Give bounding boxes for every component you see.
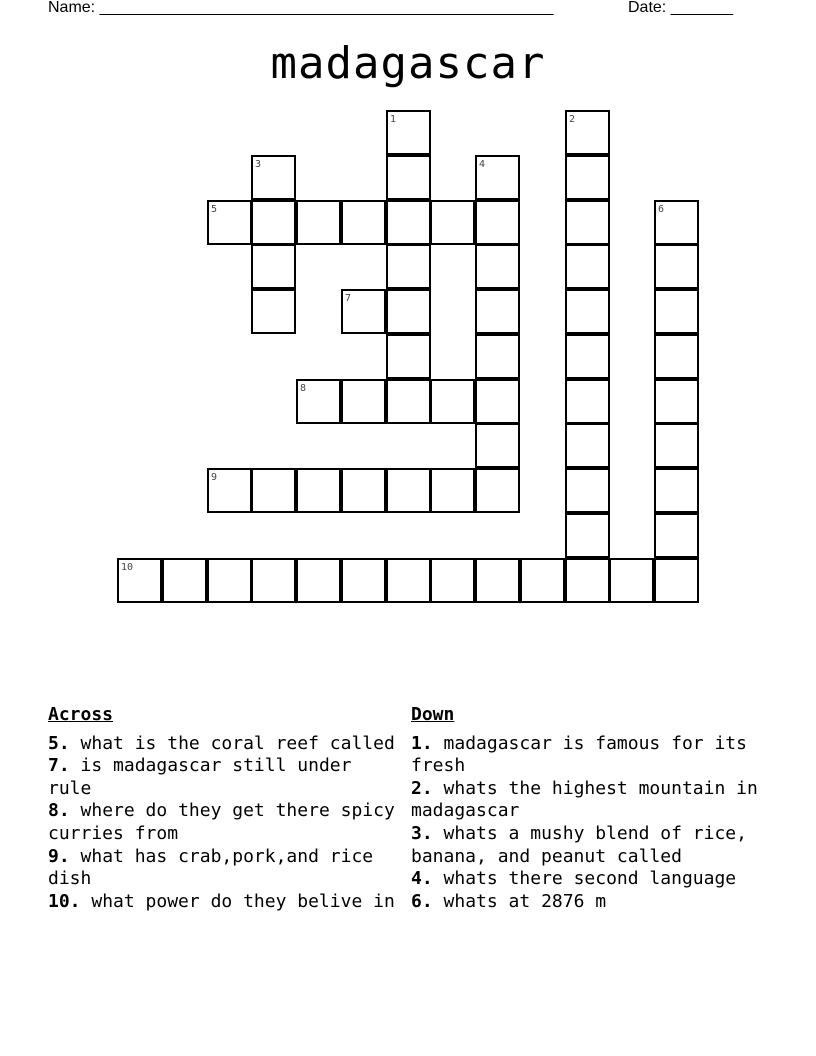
grid-cell[interactable]	[207, 200, 252, 245]
cell-number: 6	[658, 204, 665, 215]
date-label: Date:	[628, 0, 667, 16]
grid-cell[interactable]	[341, 558, 386, 603]
grid-cell[interactable]	[251, 468, 296, 513]
grid-cell[interactable]	[162, 558, 207, 603]
grid-cell[interactable]	[386, 200, 431, 245]
grid-cell[interactable]	[475, 155, 520, 200]
grid-cell[interactable]	[654, 558, 699, 603]
grid-cell[interactable]	[296, 200, 341, 245]
grid-cell[interactable]	[251, 289, 296, 334]
grid-cell[interactable]	[430, 558, 475, 603]
cell-number: 1	[390, 114, 397, 125]
across-heading: Across	[48, 704, 114, 725]
grid-cell[interactable]	[654, 244, 699, 289]
clue-across-8: 8. where do they get there spicy curries from	[48, 800, 395, 844]
puzzle-title: madagascar	[270, 38, 546, 89]
cell-number: 9	[211, 472, 218, 483]
clue-down-3: 3. whats a mushy blend of rice, banana, and peanut called	[411, 822, 747, 867]
grid-cell[interactable]	[341, 379, 386, 424]
cell-number: 3	[255, 159, 262, 170]
grid-cell[interactable]	[565, 558, 610, 603]
date-field[interactable]: _______	[670, 0, 733, 16]
cell-number: 2	[569, 114, 576, 125]
down-clues	[411, 704, 771, 913]
cell-number: 7	[345, 293, 352, 304]
grid-cell[interactable]	[565, 155, 610, 200]
grid-cell[interactable]	[251, 244, 296, 289]
grid-cell[interactable]	[654, 334, 699, 379]
grid-cell[interactable]	[565, 200, 610, 245]
grid-cell[interactable]	[251, 558, 296, 603]
grid-cell[interactable]	[386, 468, 431, 513]
grid-cell[interactable]	[565, 379, 610, 424]
cell-number: 5	[211, 204, 218, 215]
grid-cell[interactable]	[341, 468, 386, 513]
grid-cell[interactable]	[207, 468, 252, 513]
grid-cell[interactable]	[520, 558, 565, 603]
grid-cell[interactable]	[386, 289, 431, 334]
grid-cell[interactable]	[251, 155, 296, 200]
grid-cell[interactable]	[654, 200, 699, 245]
grid-cell[interactable]	[251, 200, 296, 245]
across-clues	[48, 704, 398, 913]
grid-cell[interactable]	[654, 379, 699, 424]
grid-cell[interactable]	[117, 558, 162, 603]
clue-down-2: 2. whats the highest mountain in madagascar	[411, 777, 758, 822]
grid-cell[interactable]	[386, 244, 431, 289]
clue-down-1: 1. madagascar is famous for its fresh	[411, 732, 747, 777]
clue-down-4: 4. whats there second language	[411, 868, 737, 890]
grid-cell[interactable]	[475, 558, 520, 603]
grid-cell[interactable]	[341, 289, 386, 334]
grid-cell[interactable]	[386, 334, 431, 379]
grid-cell[interactable]	[475, 289, 520, 334]
grid-cell[interactable]	[386, 379, 431, 424]
grid-cell[interactable]	[565, 110, 610, 155]
grid-cell[interactable]	[609, 558, 654, 603]
grid-cell[interactable]	[475, 379, 520, 424]
cell-number: 4	[479, 159, 486, 170]
grid-cell[interactable]	[475, 423, 520, 468]
grid-cell[interactable]	[654, 513, 699, 558]
grid-cell[interactable]	[654, 289, 699, 334]
grid-cell[interactable]	[296, 379, 341, 424]
clue-across-7: 7. is madagascar still under rule	[48, 755, 352, 799]
grid-cell[interactable]	[386, 110, 431, 155]
grid-cell[interactable]	[565, 244, 610, 289]
grid-cell[interactable]	[565, 289, 610, 334]
grid-cell[interactable]	[430, 379, 475, 424]
grid-cell[interactable]	[475, 334, 520, 379]
grid-cell[interactable]	[565, 423, 610, 468]
grid-cell[interactable]	[565, 334, 610, 379]
grid-cell[interactable]	[654, 423, 699, 468]
grid-cell[interactable]	[296, 468, 341, 513]
grid-cell[interactable]	[654, 468, 699, 513]
clue-across-5: 5. what is the coral reef called	[48, 732, 395, 754]
grid-cell[interactable]	[430, 468, 475, 513]
grid-cell[interactable]	[386, 155, 431, 200]
clue-across-10: 10. what power do they belive in	[48, 890, 395, 912]
clue-across-9: 9. what has crab,pork,and rice dish	[48, 845, 374, 890]
grid-cell[interactable]	[296, 558, 341, 603]
grid-cell[interactable]	[475, 468, 520, 513]
cell-number: 10	[121, 562, 134, 573]
grid-cell[interactable]	[565, 513, 610, 558]
grid-cell[interactable]	[386, 558, 431, 603]
grid-cell[interactable]	[341, 200, 386, 245]
name-label: Name:	[48, 0, 96, 16]
cell-number: 8	[300, 383, 307, 394]
name-field[interactable]: ___________________________________________________	[99, 0, 554, 16]
clue-down-6: 6. whats at 2876 m	[411, 890, 607, 912]
grid-cell[interactable]	[475, 244, 520, 289]
grid-cell[interactable]	[207, 558, 252, 603]
down-heading: Down	[411, 704, 455, 725]
grid-cell[interactable]	[475, 200, 520, 245]
grid-cell[interactable]	[430, 200, 475, 245]
grid-cell[interactable]	[565, 468, 610, 513]
